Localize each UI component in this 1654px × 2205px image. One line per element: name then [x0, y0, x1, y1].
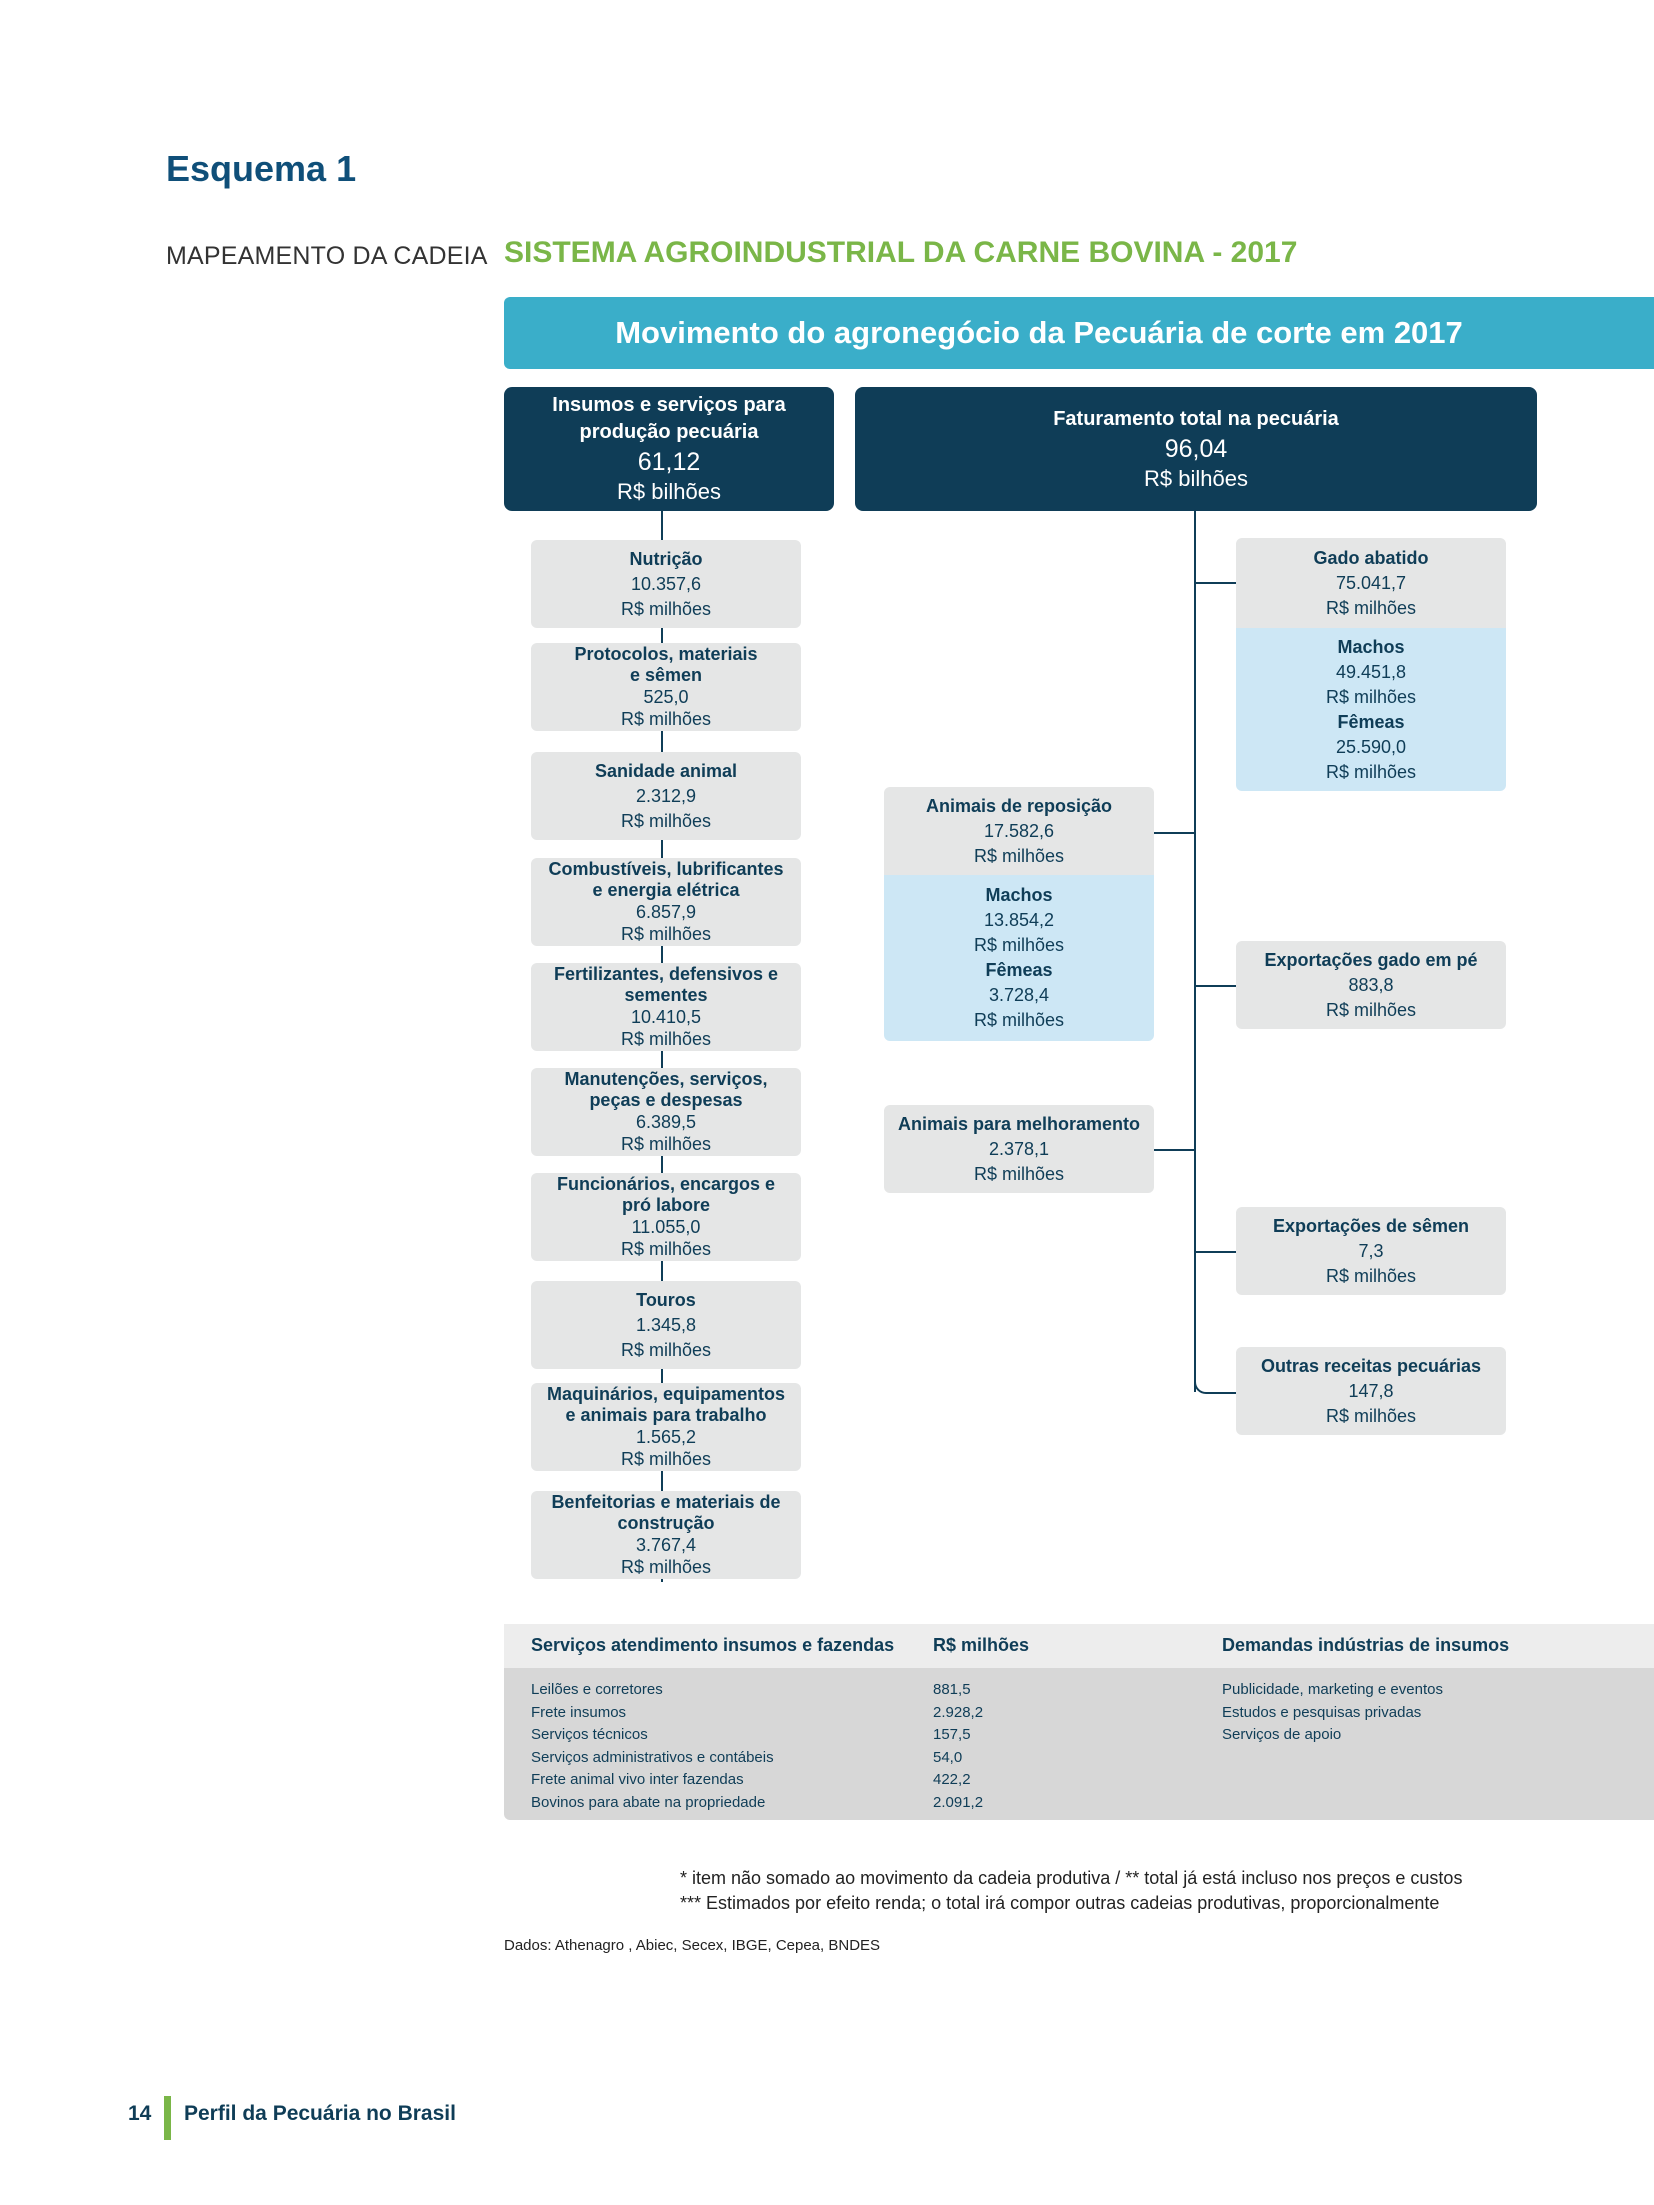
service-value: 2.091,2: [933, 1793, 984, 1811]
service-item: Frete insumos: [531, 1703, 627, 1721]
gado-abatido-value: 75.041,7: [1335, 572, 1407, 593]
demandas-column: [1222, 1679, 1443, 1747]
connector-export-gado: [1194, 985, 1238, 987]
insumos-header-value: 61,12: [637, 448, 701, 476]
insumo-title-2: e animais para trabalho: [565, 1405, 767, 1425]
insumo-title: Protocolos, materiais: [574, 644, 758, 664]
insumo-title: Benfeitorias e materiais de: [551, 1492, 781, 1512]
insumo-title-2: pró labore: [621, 1195, 710, 1215]
outras-receitas-box: [1236, 1347, 1506, 1435]
gado-femeas-unit: R$ milhões: [1325, 761, 1417, 782]
service-item: Bovinos para abate na propriedade: [531, 1793, 766, 1811]
footnote-1: * item não somado ao movimento da cadeia produtiva / ** total já está incluso nos preços e custos: [680, 1868, 1463, 1888]
gado-abatido-title: Gado abatido: [1313, 547, 1429, 568]
values-column: [933, 1679, 983, 1814]
insumo-title-2: sementes: [624, 985, 708, 1005]
publication-title: Perfil da Pecuária no Brasil: [184, 2102, 456, 2125]
reposicao-femeas-value: 3.728,4: [988, 985, 1050, 1005]
faturamento-connector-curve: [1194, 1362, 1238, 1394]
service-value: 2.928,2: [933, 1703, 984, 1721]
reposicao-title: Animais de reposição: [925, 795, 1113, 816]
exportacoes-gado-box: [1236, 941, 1506, 1029]
reposicao-machos-value: 13.854,2: [983, 910, 1055, 930]
melhoramento-title: Animais para melhoramento: [897, 1113, 1141, 1134]
service-item: Frete animal vivo inter fazendas: [531, 1771, 744, 1788]
demanda-item: Estudos e pesquisas privadas: [1222, 1703, 1422, 1721]
connector-reposicao: [1152, 832, 1196, 834]
melhoramento-value: 2.378,1: [988, 1138, 1050, 1159]
service-value: 422,2: [933, 1771, 971, 1788]
insumo-box: [531, 1491, 801, 1579]
insumo-unit: R$ milhões: [620, 1449, 712, 1469]
insumo-title: Nutrição: [629, 548, 703, 569]
insumos-header-title-1: Insumos e serviços para: [552, 394, 786, 416]
insumo-unit: R$ milhões: [620, 598, 712, 619]
table-header-services: Serviços atendimento insumos e fazendas: [531, 1635, 895, 1655]
gado-femeas-title: Fêmeas: [1337, 711, 1405, 732]
demanda-item: Serviços de apoio: [1222, 1726, 1342, 1743]
insumo-value: 1.565,2: [635, 1427, 697, 1447]
insumo-box: [531, 963, 801, 1051]
insumo-title-2: peças e despesas: [589, 1090, 743, 1110]
gado-machos-unit: R$ milhões: [1325, 686, 1417, 707]
page-number: 14: [128, 2102, 152, 2125]
insumo-box: [531, 858, 801, 946]
footnote-2: *** Estimados por efeito renda; o total irá compor outras cadeias produtivas, proporcionalmente: [680, 1893, 1440, 1913]
insumo-title: Touros: [636, 1289, 696, 1310]
insumo-box: [531, 1173, 801, 1261]
demanda-item: Publicidade, marketing e eventos: [1222, 1681, 1443, 1698]
insumo-value: 3.767,4: [635, 1535, 697, 1555]
insumo-box: [531, 1281, 801, 1369]
insumo-title-2: e sêmen: [629, 665, 703, 685]
outras-receitas-value: 147,8: [1348, 1380, 1394, 1401]
data-source: Dados: Athenagro , Abiec, Secex, IBGE, Cepea, BNDES: [504, 1937, 881, 1954]
service-item: Leilões e corretores: [531, 1681, 663, 1698]
faturamento-header-value: 96,04: [1164, 434, 1228, 463]
service-value: 881,5: [933, 1681, 971, 1698]
insumo-unit: R$ milhões: [620, 709, 712, 729]
gado-machos-value: 49.451,8: [1335, 661, 1407, 682]
services-column: [531, 1679, 774, 1814]
exportacoes-semen-box: [1236, 1207, 1506, 1295]
section-label: MAPEAMENTO DA CADEIA: [166, 242, 488, 270]
connector-export-semen: [1194, 1251, 1238, 1253]
insumo-unit: R$ milhões: [620, 810, 712, 831]
insumo-title-2: construção: [617, 1513, 715, 1533]
gado-abatido-unit: R$ milhões: [1325, 597, 1417, 618]
table-header-demandas: Demandas indústrias de insumos: [1222, 1635, 1510, 1655]
insumo-value: 10.410,5: [630, 1007, 702, 1027]
services-table-header: [504, 1624, 1654, 1668]
gado-machos-title: Machos: [1337, 636, 1405, 657]
insumo-value: 6.857,9: [635, 902, 697, 922]
insumo-value: 10.357,6: [630, 573, 702, 594]
reposicao-femeas-unit: R$ milhões: [973, 1010, 1065, 1030]
insumo-value: 2.312,9: [635, 785, 697, 806]
exportacoes-semen-title: Exportações de sêmen: [1272, 1215, 1470, 1236]
insumo-value: 1.345,8: [635, 1314, 697, 1335]
faturamento-connector: [1194, 510, 1196, 1392]
reposicao-value: 17.582,6: [983, 820, 1055, 841]
insumos-header-title-2: produção pecuária: [579, 421, 759, 443]
melhoramento-box: [884, 1105, 1154, 1193]
gado-abatido-breakdown: [1236, 628, 1506, 791]
insumo-title: Manutenções, serviços,: [564, 1069, 768, 1089]
insumo-title-2: e energia elétrica: [592, 880, 740, 900]
insumo-unit: R$ milhões: [620, 1029, 712, 1049]
gado-abatido-box: [1236, 538, 1506, 628]
exportacoes-semen-value: 7,3: [1358, 1240, 1384, 1261]
page-heading: Esquema 1: [166, 148, 357, 189]
insumo-value: 6.389,5: [635, 1112, 697, 1132]
insumo-title: Fertilizantes, defensivos e: [553, 964, 779, 984]
insumo-box: [531, 1068, 801, 1156]
reposicao-femeas-title: Fêmeas: [985, 960, 1053, 980]
insumo-unit: R$ milhões: [620, 1239, 712, 1259]
insumo-title: Combustíveis, lubrificantes: [548, 859, 784, 879]
service-item: Serviços técnicos: [531, 1726, 648, 1743]
reposicao-machos-unit: R$ milhões: [973, 935, 1065, 955]
insumo-box: [531, 540, 801, 628]
insumo-title: Funcionários, encargos e: [556, 1174, 776, 1194]
banner: [504, 297, 1654, 369]
connector-gado: [1194, 582, 1238, 584]
insumo-unit: R$ milhões: [620, 1339, 712, 1360]
service-value: 54,0: [933, 1748, 963, 1766]
reposicao-box: [884, 787, 1154, 875]
insumo-box: [531, 1383, 801, 1471]
faturamento-header-title: Faturamento total na pecuária: [1053, 407, 1339, 430]
insumo-box: [531, 643, 801, 731]
service-value: 157,5: [933, 1726, 971, 1743]
insumo-value: 525,0: [643, 687, 689, 707]
insumos-header-box: [504, 387, 834, 511]
reposicao-unit: R$ milhões: [973, 845, 1065, 866]
table-header-values: R$ milhões: [933, 1635, 1030, 1655]
gado-femeas-value: 25.590,0: [1335, 736, 1407, 757]
exportacoes-gado-title: Exportações gado em pé: [1264, 949, 1478, 970]
insumos-header-unit: R$ bilhões: [617, 479, 721, 504]
exportacoes-gado-value: 883,8: [1348, 974, 1394, 995]
insumo-unit: R$ milhões: [620, 924, 712, 944]
exportacoes-gado-unit: R$ milhões: [1325, 999, 1417, 1020]
outras-receitas-unit: R$ milhões: [1325, 1405, 1417, 1426]
insumo-value: 11.055,0: [631, 1217, 701, 1237]
banner-text: Movimento do agronegócio da Pecuária de corte em 2017: [615, 315, 1463, 350]
insumo-title: Maquinários, equipamentos: [546, 1384, 786, 1404]
reposicao-breakdown: [884, 875, 1154, 1041]
faturamento-header-box: [855, 387, 1537, 511]
melhoramento-unit: R$ milhões: [973, 1163, 1065, 1184]
insumo-unit: R$ milhões: [620, 1134, 712, 1154]
footnotes: [680, 1866, 1462, 1916]
reposicao-machos-title: Machos: [985, 885, 1053, 905]
diagram-title: SISTEMA AGROINDUSTRIAL DA CARNE BOVINA - 2017: [504, 236, 1298, 269]
exportacoes-semen-unit: R$ milhões: [1325, 1265, 1417, 1286]
insumo-title: Sanidade animal: [594, 760, 738, 781]
faturamento-header-unit: R$ bilhões: [1144, 465, 1248, 491]
insumo-unit: R$ milhões: [620, 1557, 712, 1577]
outras-receitas-title: Outras receitas pecuárias: [1260, 1355, 1482, 1376]
insumo-box: [531, 752, 801, 840]
services-table-body: [504, 1668, 1654, 1820]
connector-melhoramento: [1152, 1149, 1196, 1151]
footer-divider: [164, 2096, 171, 2140]
service-item: Serviços administrativos e contábeis: [531, 1748, 774, 1766]
